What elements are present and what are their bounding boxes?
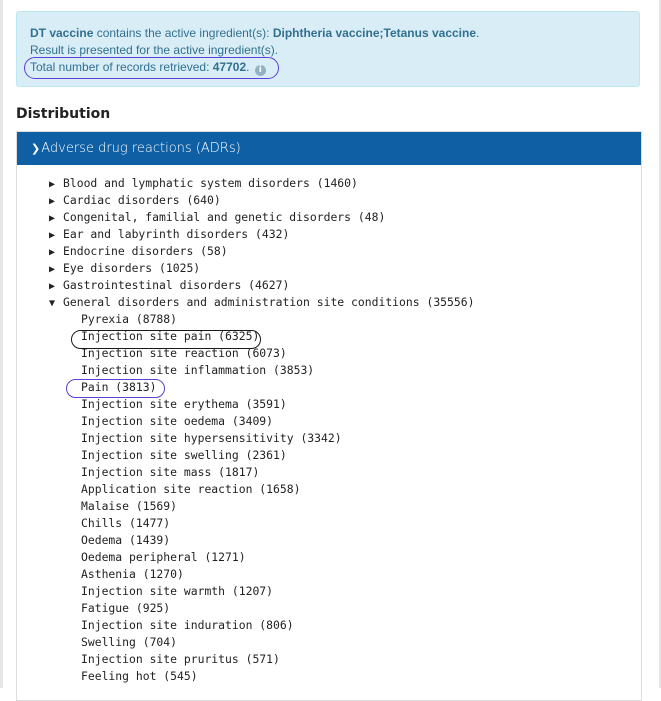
contains-text: contains the active ingredient(s): <box>93 26 273 40</box>
tree-category[interactable] <box>17 209 637 226</box>
tree-child-item[interactable]: Pain (3813) <box>81 380 157 394</box>
category-label: Gastrointestinal disorders (4627) <box>63 278 290 292</box>
tree-child-item[interactable]: Swelling (704) <box>81 635 178 649</box>
ingredients: Diphtheria vaccine;Tetanus vaccine <box>272 26 476 40</box>
tree-category-expanded[interactable] <box>17 294 637 311</box>
tree-child-item[interactable]: Injection site inflammation (3853) <box>81 363 315 377</box>
adr-panel <box>16 131 642 701</box>
total-label: Total number of records retrieved: <box>30 60 213 74</box>
tree-child-item[interactable]: Asthenia (1270) <box>81 567 184 581</box>
chevron-down-icon: ❯ <box>31 142 41 155</box>
expand-triangle-icon: ▶ <box>49 281 56 292</box>
tree-child-item[interactable]: Injection site warmth (1207) <box>81 584 274 598</box>
collapse-triangle-icon: ▼ <box>49 298 56 309</box>
tree-child-item[interactable]: Pyrexia (8788) <box>81 312 178 326</box>
expand-triangle-icon: ▶ <box>49 179 56 190</box>
tree-child-item[interactable]: Injection site swelling (2361) <box>81 448 287 462</box>
total-suffix: . <box>246 60 250 74</box>
tree-child-item[interactable]: Fatigue (925) <box>81 601 171 615</box>
category-label: Ear and labyrinth disorders (432) <box>63 227 290 241</box>
tree-child-item[interactable]: Feeling hot (545) <box>81 669 198 683</box>
total-records <box>30 60 266 76</box>
category-label: General disorders and administration site conditions (35556) <box>63 295 475 309</box>
page-left-border <box>0 0 3 688</box>
expand-triangle-icon: ▶ <box>49 196 56 207</box>
panel-header-label: Adverse drug reactions (ADRs) <box>41 141 241 156</box>
tree-child-item[interactable]: Chills (1477) <box>81 516 171 530</box>
tree-child-item[interactable]: Injection site oedema (3409) <box>81 414 274 428</box>
tree-child-item[interactable]: Injection site pain (6325) <box>81 329 260 343</box>
adr-tree <box>17 175 637 685</box>
adr-panel-header[interactable] <box>17 132 641 165</box>
tree-category[interactable] <box>17 260 637 277</box>
tree-category[interactable] <box>17 192 637 209</box>
tree-child-item[interactable]: Injection site mass (1817) <box>81 465 260 479</box>
expand-triangle-icon: ▶ <box>49 247 56 258</box>
category-label: Blood and lymphatic system disorders (1460) <box>63 176 358 190</box>
category-label: Congenital, familial and genetic disorders (48) <box>63 210 386 224</box>
result-note: Result is presented for the active ingredient(s). <box>30 43 279 57</box>
tree-child-item[interactable]: Injection site reaction (6073) <box>81 346 287 360</box>
category-label: Cardiac disorders (640) <box>63 193 221 207</box>
info-icon[interactable]: i <box>255 65 266 76</box>
tree-category[interactable] <box>17 226 637 243</box>
tree-child-item[interactable]: Application site reaction (1658) <box>81 482 301 496</box>
period: . <box>476 26 480 40</box>
expand-triangle-icon: ▶ <box>49 213 56 224</box>
tree-child-item[interactable]: Oedema peripheral (1271) <box>81 550 246 564</box>
info-alert <box>16 11 640 87</box>
tree-child-item[interactable]: Injection site erythema (3591) <box>81 397 287 411</box>
tree-child-item[interactable]: Injection site hypersensitivity (3342) <box>81 431 342 445</box>
tree-category[interactable] <box>17 277 637 294</box>
product-name: DT vaccine <box>30 26 94 40</box>
tree-category[interactable] <box>17 243 637 260</box>
tree-category[interactable] <box>17 175 637 192</box>
category-label: Endocrine disorders (58) <box>63 244 228 258</box>
expand-triangle-icon: ▶ <box>49 264 56 275</box>
section-title: Distribution <box>16 106 111 122</box>
tree-child-item[interactable]: Oedema (1439) <box>81 533 171 547</box>
tree-child-item[interactable]: Injection site pruritus (571) <box>81 652 280 666</box>
ingredient-summary <box>30 26 479 40</box>
expand-triangle-icon: ▶ <box>49 230 56 241</box>
tree-child-item[interactable]: Malaise (1569) <box>81 499 178 513</box>
total-value: 47702 <box>212 60 247 74</box>
category-label: Eye disorders (1025) <box>63 261 201 275</box>
tree-child-item[interactable]: Injection site induration (806) <box>81 618 294 632</box>
